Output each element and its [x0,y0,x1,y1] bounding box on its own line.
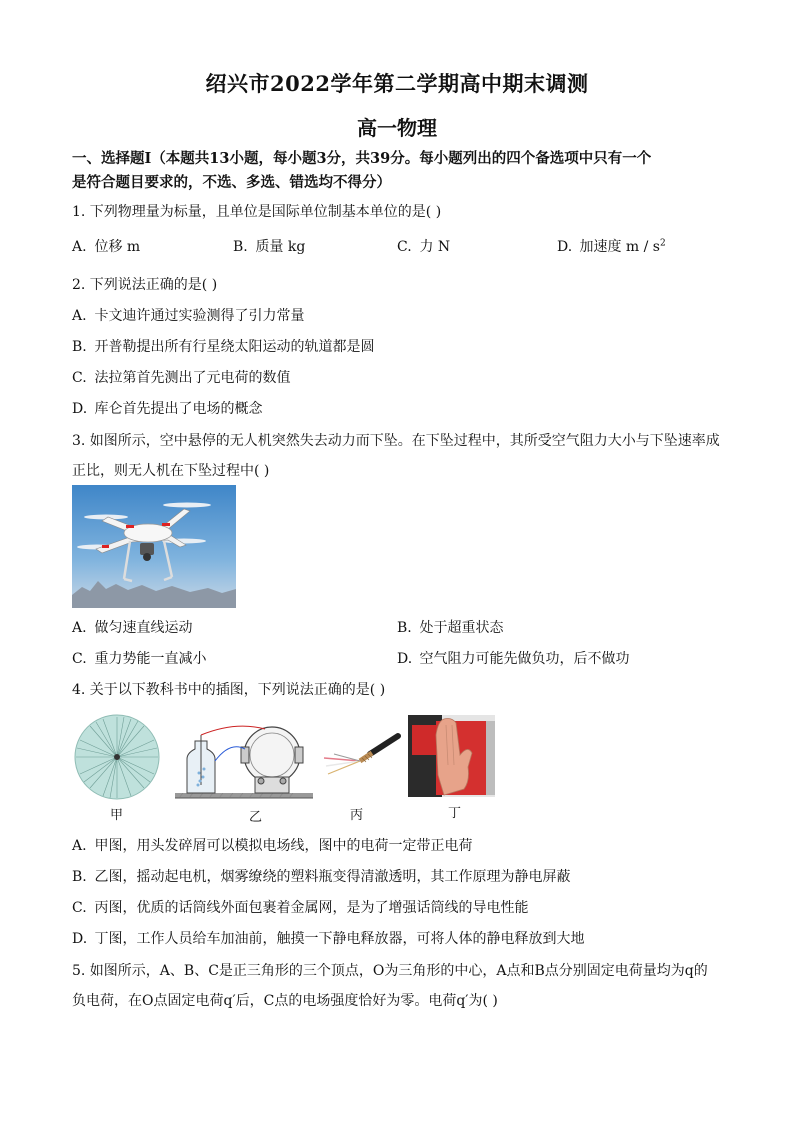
q1-d-superscript: 2 [659,238,666,249]
q1-option-a: A. 位移 m [72,239,141,255]
q2-stem: 2. 下列说法正确的是( ) [72,277,218,293]
q2-option-d: D. 库仑首先提出了电场的概念 [72,401,263,417]
q5-stem-line2: 负电荷，在O点固定电荷q′后，C点的电场强度恰好为零。电荷q′为( ) [72,993,498,1009]
caption-jia: 甲 [110,808,124,823]
q2-option-c: C. 法拉第首先测出了元电荷的数值 [72,370,291,386]
section-heading-line2: 是符合题目要求的，不选、多选、错选均不得分） [72,174,391,191]
q4-option-c: C. 丙图，优质的话筒线外面包裹着金属网，是为了增强话筒线的导电性能 [72,900,529,916]
q4-option-d: D. 丁图，工作人员给车加油前，触摸一下静电释放器，可将人体的静电释放到大地 [72,931,585,947]
caption-yi: 乙 [249,810,263,825]
q1-option-b: B. 质量 kg [233,239,306,255]
exam-title: 绍兴市2022学年第二学期高中期末调测 [205,71,589,96]
q2-option-a: A. 卡文迪许通过实验测得了引力常量 [72,308,305,324]
q3-stem-line2: 正比，则无人机在下坠过程中( ) [72,463,270,479]
q3-option-c: C. 重力势能一直减小 [72,651,207,667]
q1-option-c: C. 力 N [397,239,451,255]
figure-bing-shielded-cable [320,728,402,780]
q3-stem-line1: 3. 如图所示，空中悬停的无人机突然失去动力而下坠。在下坠过程中，其所受空气阻力大小与下坠速率成 [72,433,720,449]
caption-ding: 丁 [448,806,462,821]
q1-option-d: D. 加速度 m / $s^2$ [557,238,666,255]
caption-bing: 丙 [350,808,364,823]
q4-option-b: B. 乙图，摇动起电机，烟雾缭绕的塑料瓶变得清澈透明，其工作原理为静电屏蔽 [72,869,571,885]
q4-stem: 4. 关于以下教科书中的插图，下列说法正确的是( ) [72,682,386,698]
section-heading [72,147,732,195]
q5-stem-line1: 5. 如图所示，A、B、C是正三角形的三个顶点，O为三角形的中心，A点和B点分别固定电荷量均为q的 [72,963,708,979]
q4-option-a: A. 甲图，用头发碎屑可以模拟电场线，图中的电荷一定带正电荷 [72,838,473,854]
figure-yi-electrostatic-machine [175,715,313,800]
figure-jia-hair-field [72,714,162,800]
section-heading-line1: 一、选择题Ⅰ（本题共13小题，每小题3分，共39分。每小题列出的四个备选项中只有一个 [72,150,652,167]
q3-option-a: A. 做匀速直线运动 [72,620,193,636]
q3-option-d: D. 空气阻力可能先做负功，后不做功 [397,651,630,667]
q3-option-b: B. 处于超重状态 [397,620,504,636]
q2-option-b: B. 开普勒提出所有行星绕太阳运动的轨道都是圆 [72,339,375,355]
figure-ding-static-discharger [408,715,495,797]
drone-photo [72,485,236,608]
exam-subject: 高一物理 [357,116,437,140]
q1-stem: 1. 下列物理量为标量，且单位是国际单位制基本单位的是( ) [72,204,442,220]
